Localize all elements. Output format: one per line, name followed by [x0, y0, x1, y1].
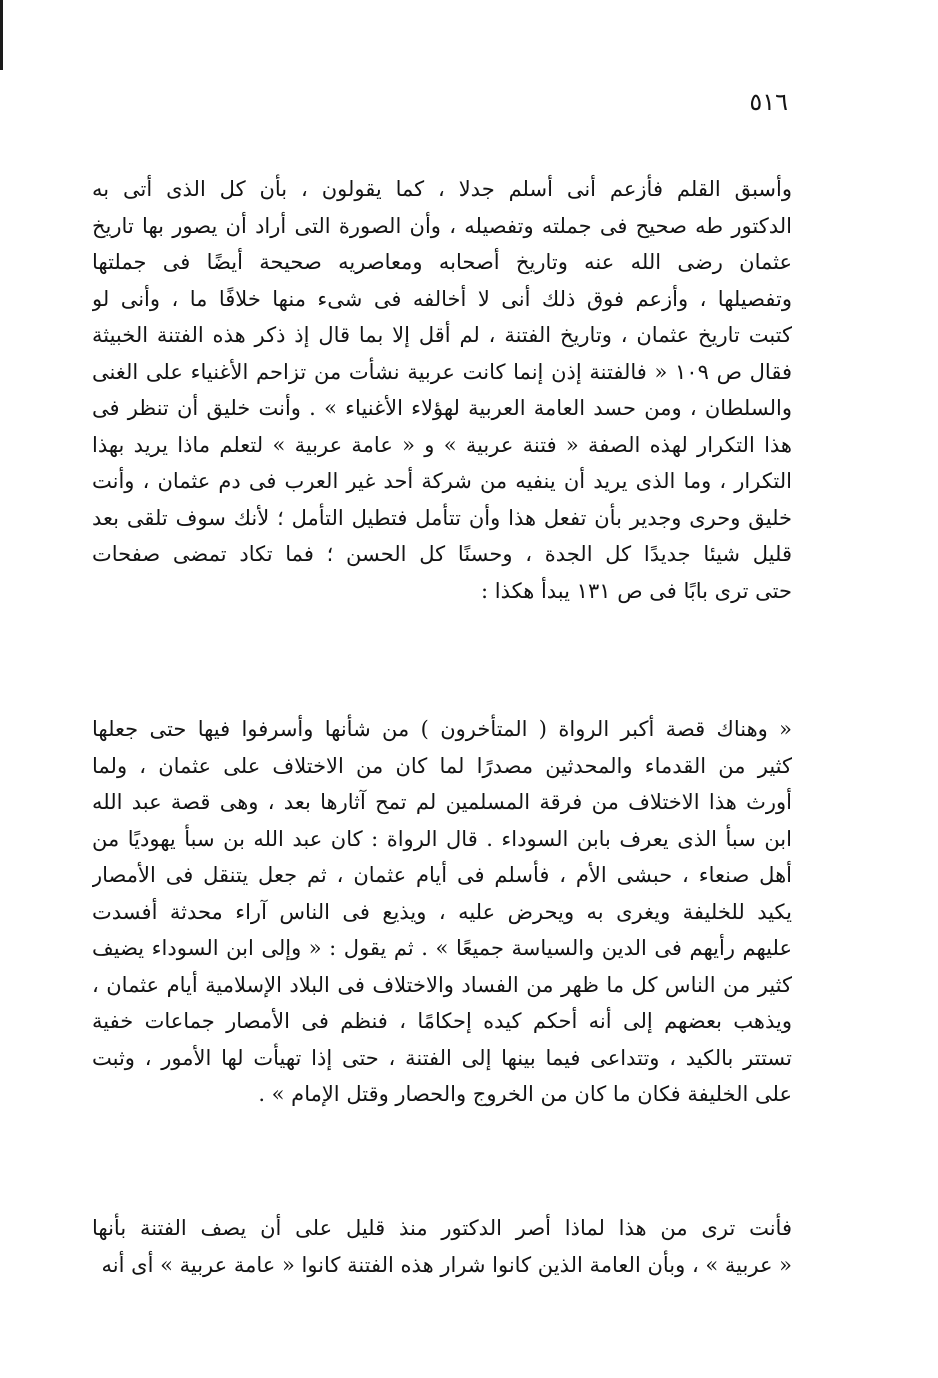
- text-line: قليل شيئا جديدًا كل الجدة ، وحسنًا كل الحسن ؛ فما تكاد تمضى صفحات: [92, 542, 792, 566]
- text-line: كثير من القدماء والمحدثين مصدرًا لما كان من الاختلاف على عثمان ، ولما: [92, 753, 792, 778]
- text-line: عليهم رأيهم فى الدين والسياسة جميعًا » . ثم يقول : « وإلى ابن السوداء يضيف: [92, 936, 792, 960]
- text-line: تستتر بالكيد ، وتتداعى فيما بينها إلى الفتنة ، حتى إذا تهيأت لها الأمور ، وثبت: [92, 1045, 792, 1070]
- text-line: حتى ترى بابًا فى ص ١٣١ يبدأ هكذا :: [481, 578, 792, 603]
- text-line: التكرار ، وما الذى يريد أن ينفيه من شركة أحد غير العرب فى دم عثمان ، وأنت: [92, 469, 792, 493]
- text-line: عثمان رضى الله عنه وتاريخ أصحابه ومعاصريه صحيحة أيضًا فى جملتها: [92, 250, 792, 274]
- text-line: خليق وحرى وجدير بأن تفعل هذا وأن تتأمل فتطيل التأمل ؛ لأنك سوف تلقى بعد: [92, 505, 792, 530]
- text-line: وتفصيلها ، وأزعم فوق ذلك أنى لا أخالفه فى شىء منها خلافًا ما ، وأنى لو: [92, 286, 792, 311]
- text-line: ابن سبأ الذى يعرف بابن السوداء . قال الرواة : كان عبد الله بن سبأ يهوديًا من: [92, 826, 792, 851]
- text-line: « وهناك قصة أكبر الرواة ( المتأخرون ) من شأنها وأسرفوا فيها حتى جعلها: [92, 717, 792, 741]
- text-line: « عربية » ، وبأن العامة الذين كانوا شرار هذه الفتنة كانوا « عامة عربية » أى أنه: [101, 1252, 792, 1277]
- text-line: أورث هذا الاختلاف من فرقة المسلمين لم تمح آثارها بعد ، وهى قصة عبد الله: [92, 790, 792, 814]
- text-line: وأسبق القلم فأزعم أنى أسلم جدلا ، كما يقولون ، بأن كل الذى أتى به: [92, 177, 792, 201]
- text-line: الدكتور طه صحيح فى جملته وتفصيله ، وأن الصورة التى أراد أن يصور بها تاريخ: [92, 213, 792, 238]
- paragraph-1: [92, 171, 792, 609]
- paragraph-2: [92, 711, 792, 1113]
- page-number: ٥١٦: [749, 88, 788, 116]
- text-line: على الخليفة فكان ما كان من الخروج والحصار وقتل الإمام » .: [258, 1082, 792, 1106]
- text-line: هذا التكرار لهذه الصفة « فتنة عربية » و « عامة عربية » لتعلم ماذا يريد بهذا: [92, 432, 792, 457]
- text-line: والسلطان ، ومن حسد العامة العربية لهؤلاء الأغنياء » . وأنت خليق أن تنظر فى: [92, 396, 792, 420]
- text-line: كثير من الناس كل ما ظهر من الفساد والاختلاف فى البلاد الإسلامية أيام عثمان ،: [92, 972, 792, 997]
- paragraph-3: [92, 1210, 792, 1283]
- text-line: أهل صنعاء ، حبشى الأم ، فأسلم فى أيام عثمان ، ثم جعل يتنقل فى الأمصار: [92, 863, 792, 887]
- text-line: ويذهب بعضهم إلى أنه أحكم كيده إحكامًا ، فنظم فى الأمصار جماعات خفية: [92, 1009, 792, 1033]
- text-line: فقال ص ١٠٩ « فالفتنة إذن إنما كانت عربية نشأت من تزاحم الأغنياء على الغنى: [92, 359, 792, 384]
- text-line: يكيد للخليفة ويغرى به ويحرض عليه ، ويذيع فى الناس آراء محدثة أفسدت: [92, 899, 792, 924]
- scan-edge-mark: [0, 0, 3, 70]
- text-line: فأنت ترى من هذا لماذا أصر الدكتور منذ قليل على أن يصف الفتنة بأنها: [92, 1216, 792, 1240]
- text-line: كتبت تاريخ عثمان ، وتاريخ الفتنة ، لم أقل إلا بما قال إذ ذكر هذه الفتنة الخبيثة: [92, 323, 792, 347]
